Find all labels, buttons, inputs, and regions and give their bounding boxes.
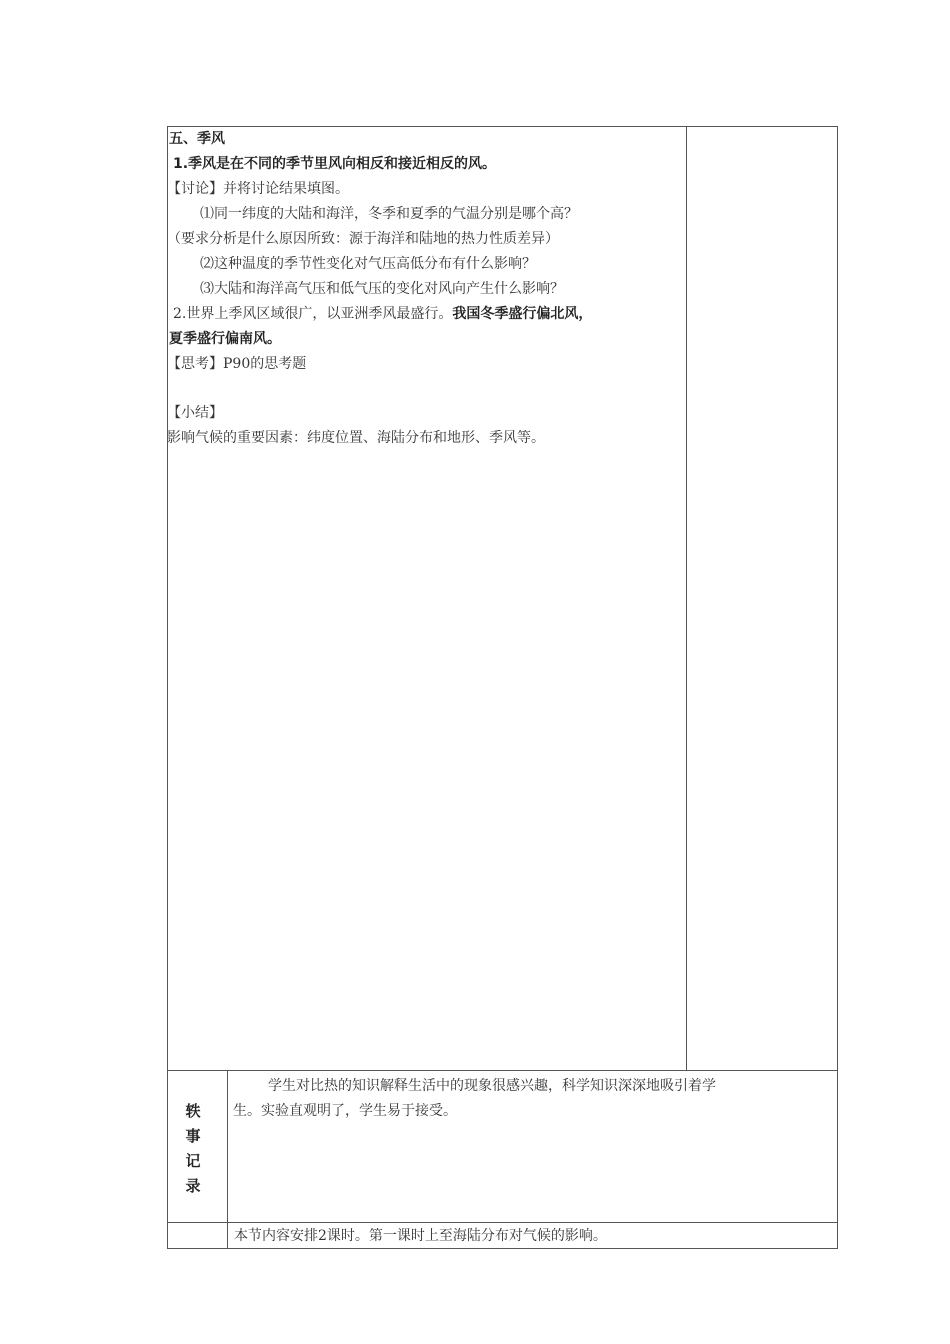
think-tag: 【思考】 xyxy=(167,356,223,372)
think-line xyxy=(167,354,306,374)
footer-text: 本节内容安排2课时。第一课时上至海陆分布对气候的影响。 xyxy=(234,1228,607,1244)
notes-label-char: 事 xyxy=(185,1127,201,1145)
question-3: ⑶大陆和海洋高气压和低气压的变化对风向产生什么影响？ xyxy=(200,281,564,297)
table-divider-left xyxy=(227,1070,228,1249)
summary-text: 影响气候的重要因素：纬度位置、海陆分布和地形、季风等。 xyxy=(167,430,545,446)
notes-text-line-2: 生。实验直观明了，学生易于接受。 xyxy=(233,1103,457,1119)
think-text: P90的思考题 xyxy=(223,356,307,372)
point-2-normal: 2.世界上季风区域很广，以亚洲季风最盛行。 xyxy=(173,306,453,322)
table-divider-right xyxy=(686,126,687,1071)
discuss-text: 并将讨论结果填图。 xyxy=(223,181,349,197)
point-2-continued: 夏季盛行偏南风。 xyxy=(169,331,281,347)
table-divider-row2 xyxy=(167,1222,838,1223)
point-2-bold: 我国冬季盛行偏北风， xyxy=(452,306,593,322)
table-divider-row1 xyxy=(167,1070,838,1071)
point-1: 1.季风是在不同的季节里风向相反和接近相反的风。 xyxy=(173,156,497,172)
notes-label-char: 记 xyxy=(185,1152,201,1170)
discuss-line xyxy=(167,179,349,199)
discuss-tag: 【讨论】 xyxy=(167,181,223,197)
notes-label-char: 轶 xyxy=(185,1102,201,1120)
section-heading: 五、季风 xyxy=(169,131,225,147)
question-1: ⑴同一纬度的大陆和海洋，冬季和夏季的气温分别是哪个高？ xyxy=(200,206,578,222)
summary-tag: 【小结】 xyxy=(167,405,223,421)
question-2: ⑵这种温度的季节性变化对气压高低分布有什么影响？ xyxy=(200,256,536,272)
notes-label-char: 录 xyxy=(185,1177,201,1195)
notes-text-line-1: 学生对比热的知识解释生活中的现象很感兴趣，科学知识深深地吸引着学 xyxy=(268,1078,716,1094)
question-1-note: （要求分析是什么原因所致：源于海洋和陆地的热力性质差异） xyxy=(167,231,559,247)
point-2 xyxy=(173,304,592,324)
